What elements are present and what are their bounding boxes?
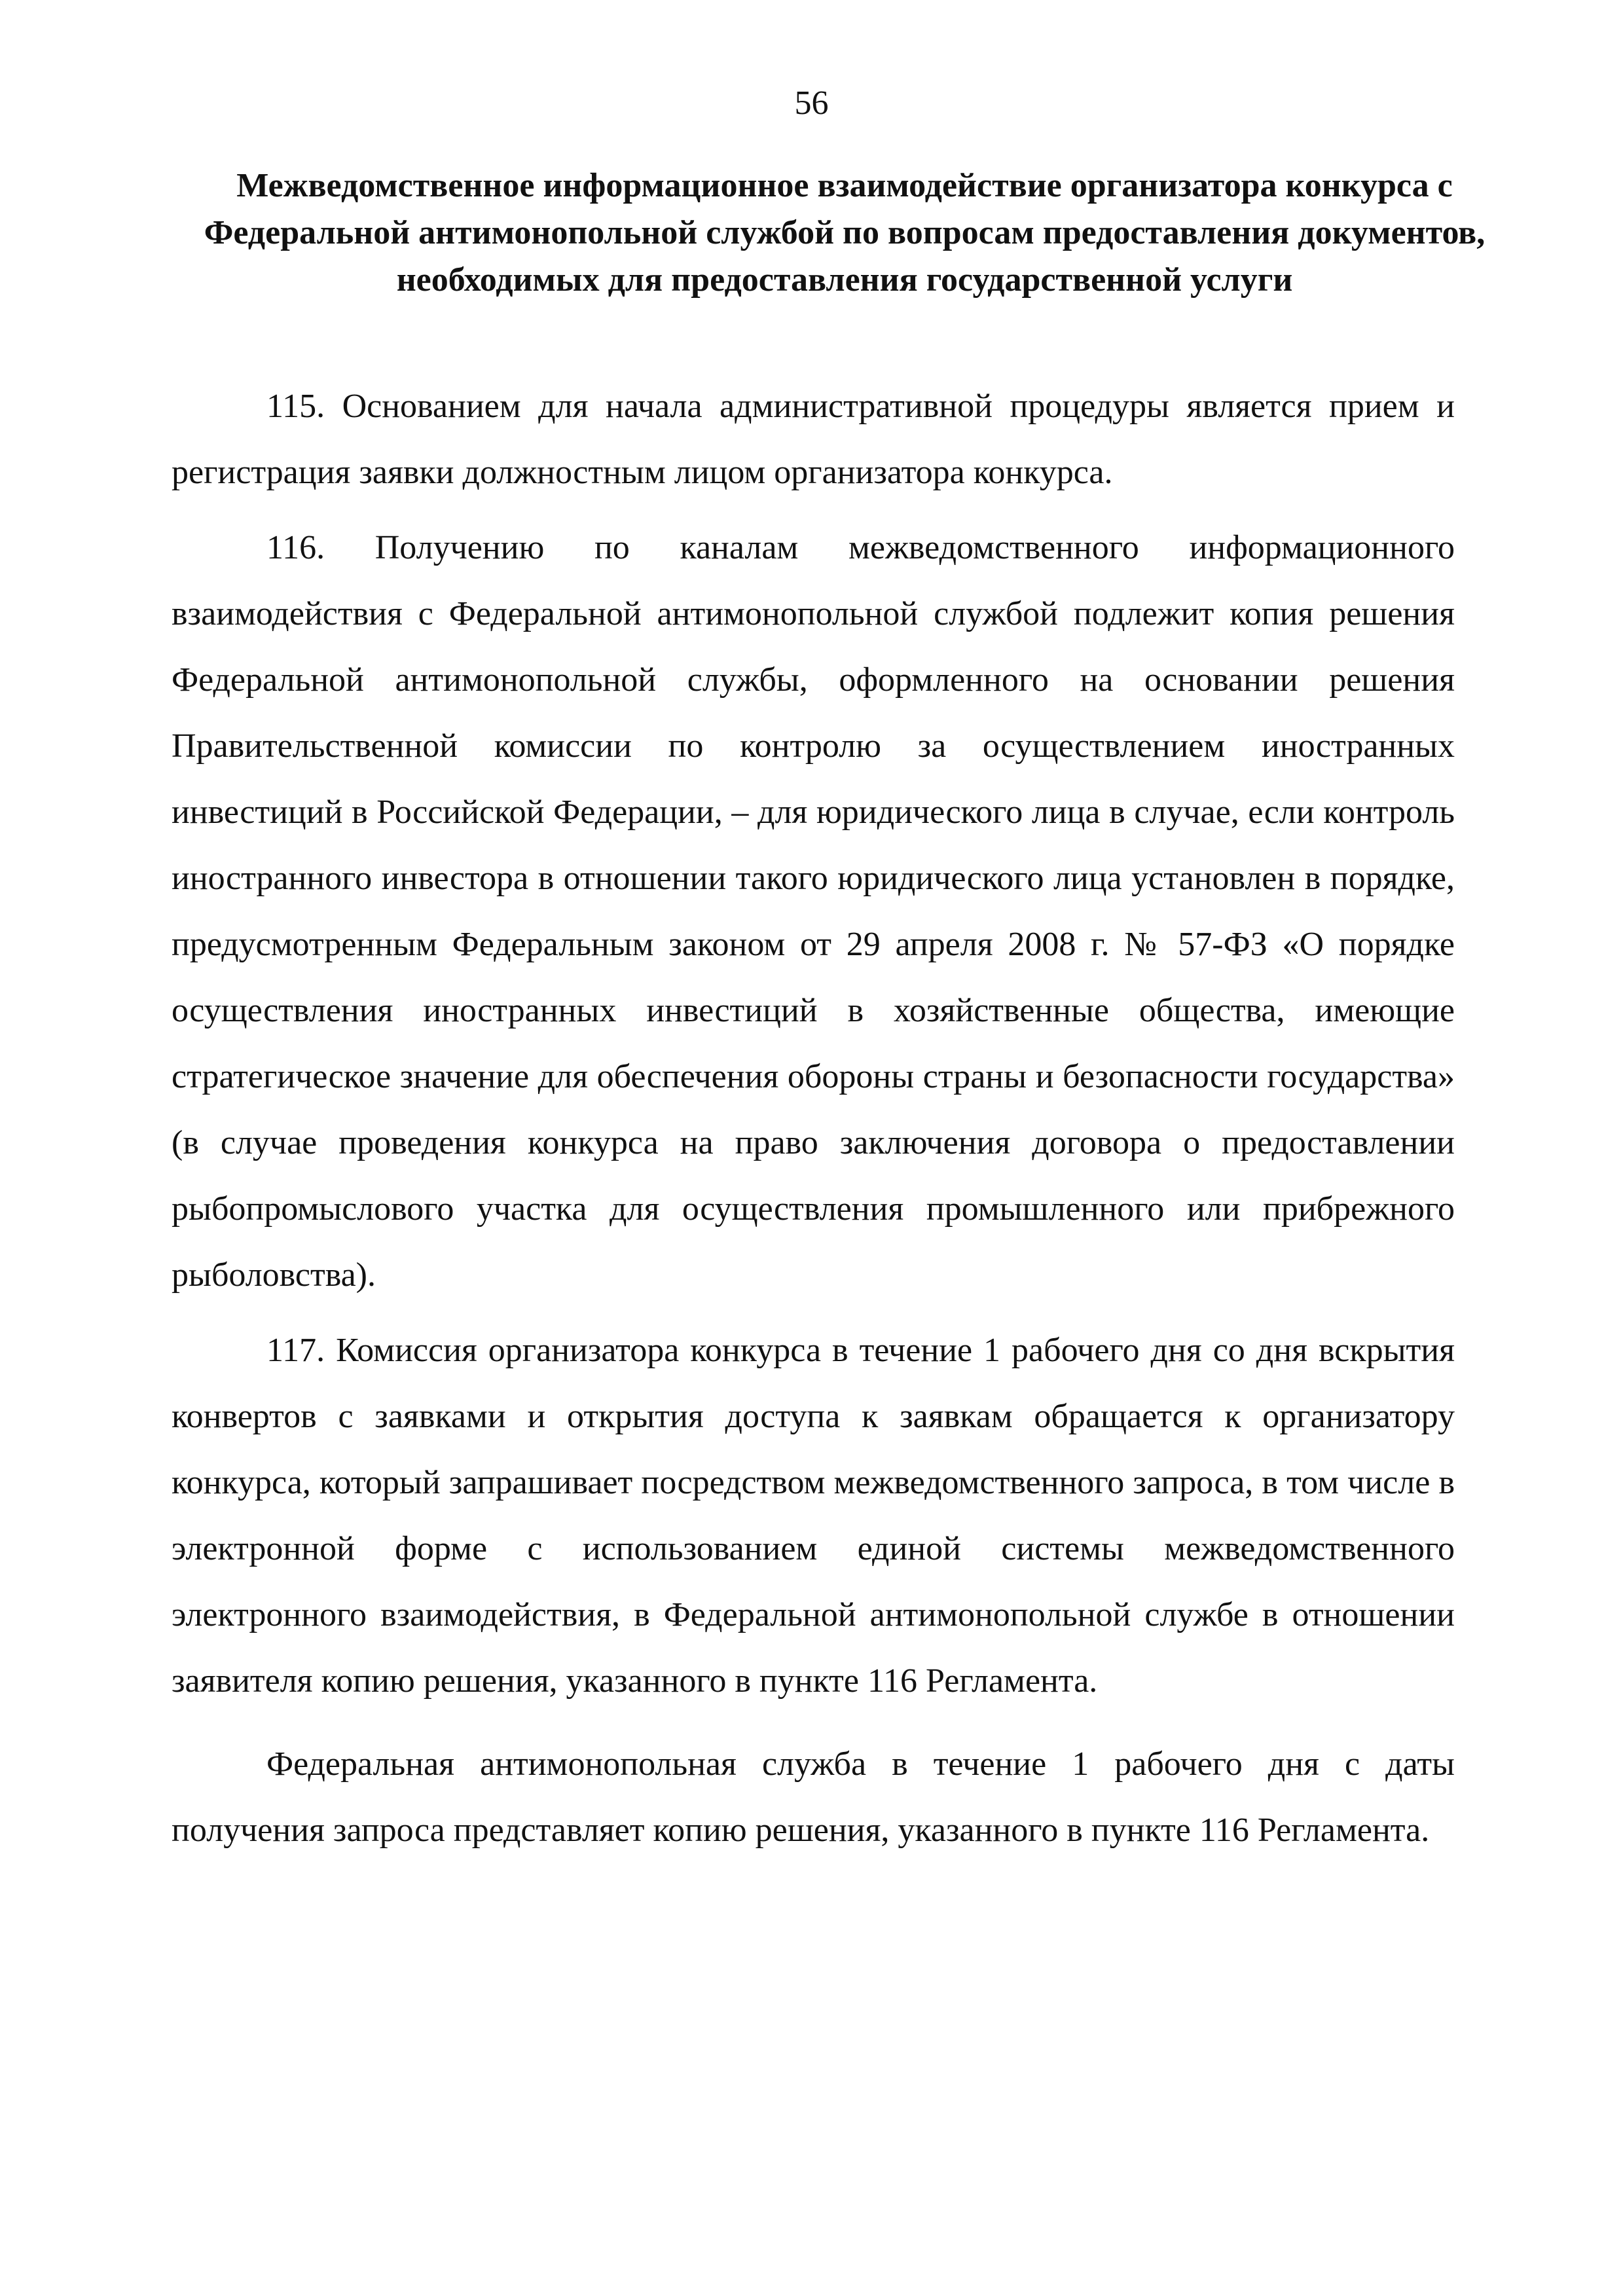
paragraph-115: 115. Основанием для начала административной процедуры является прием и регистрация заявки должностным лицом организатора конкурса.: [172, 388, 1455, 491]
document-body: [172, 373, 1455, 1863]
paragraph-116: 116. Получению по каналам межведомственного информационного взаимодействия с Федеральной антимонопольной службой подлежит копия решения Федеральной антимонопольной службы, оформленного на основании решения Правительственной комиссии по контролю за осуществлением иностранных инвестиций в Российской Федерации, – для юридического лица в случае, если контроль иностранного инвестора в отношении такого юридического лица установлен в порядке, предусмотренным Федеральным законом от 29 апреля 2008 г. № 57-ФЗ «О порядке осуществления иностранных инвестиций в хозяйственные общества, имеющие стратегическое значение для обеспечения обороны страны и безопасности государства» (в случае проведения конкурса на право заключения договора о предоставлении рыбопромыслового участка для осуществления промышленного или прибрежного рыболовства).: [172, 529, 1455, 1294]
paragraph-fas-response: Федеральная антимонопольная служба в течение 1 рабочего дня с даты получения запроса представляет копию решения, указанного в пункте 116 Регламента.: [172, 1745, 1455, 1849]
paragraph-117: 117. Комиссия организатора конкурса в течение 1 рабочего дня со дня вскрытия конвертов с заявками и открытия доступа к заявкам обращается к организатору конкурса, который запрашивает посредством межведомственного запроса, в том числе в электронной форме с использованием единой системы межведомственного электронного взаимодействия, в Федеральной антимонопольной службе в отношении заявителя копию решения, указанного в пункте 116 Регламента.: [172, 1332, 1455, 1700]
page-number: 56: [794, 84, 829, 122]
section-heading: Межведомственное информационное взаимодействие организатора конкурса с Федеральной антимонопольной службой по вопросам предоставления документов, необходимых для предоставления государственной услуги: [204, 167, 1486, 299]
